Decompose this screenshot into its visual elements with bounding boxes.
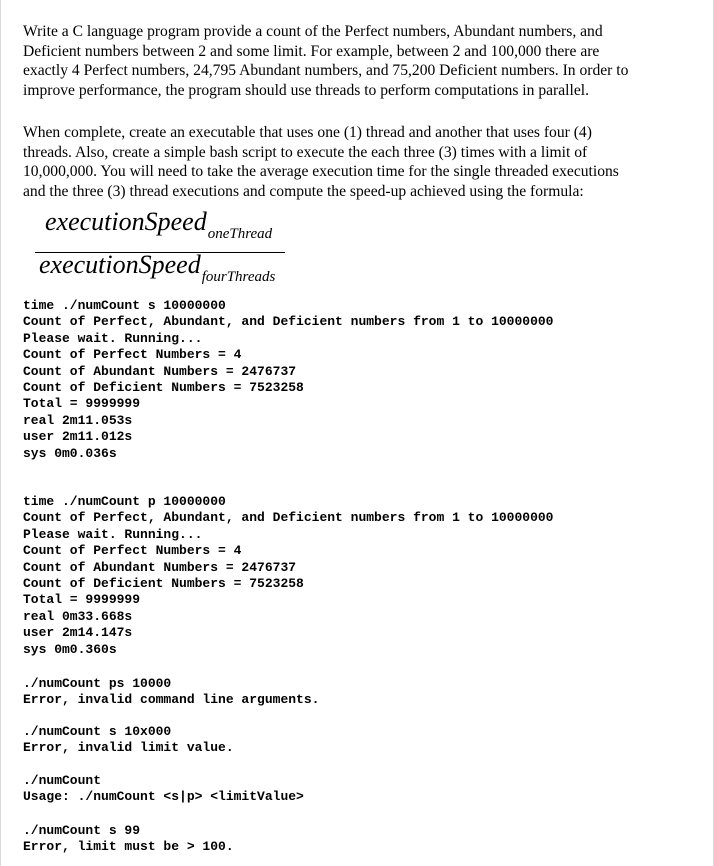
four-thread-output xyxy=(23,494,703,658)
error-example-1 xyxy=(23,676,703,709)
error-output: Error, limit must be > 100. xyxy=(23,839,234,855)
terminal-line: Count of Abundant Numbers = 2476737 xyxy=(23,559,297,575)
error-command: ./numCount xyxy=(23,773,102,788)
error-command: ./numCount s 99 xyxy=(23,823,141,838)
terminal-line: Count of Perfect Numbers = 4 xyxy=(23,347,242,363)
formula-numerator xyxy=(45,207,273,242)
terminal-line: Total = 9999999 xyxy=(23,592,141,608)
instructions-line: When complete, create an executable that uses one (1) thread and another that uses four (4) xyxy=(23,124,592,141)
intro-line: exactly 4 Perfect numbers, 24,795 Abundant numbers, and 75,200 Deficient numbers. In order to xyxy=(23,62,629,79)
error-example-2 xyxy=(23,724,703,757)
terminal-line: sys 0m0.360s xyxy=(23,641,117,657)
error-command: ./numCount ps 10000 xyxy=(23,676,172,691)
instructions-line: 10,000,000. You will need to take the average execution time for the single threaded executions xyxy=(23,163,619,180)
error-output: Error, invalid limit value. xyxy=(23,740,234,756)
error-command: ./numCount s 10x000 xyxy=(23,724,172,739)
intro-line: improve performance, the program should use threads to perform computations in parallel. xyxy=(23,81,589,99)
error-example-3 xyxy=(23,773,703,806)
terminal-line: Total = 9999999 xyxy=(23,396,141,412)
terminal-line: time ./numCount s 10000000 xyxy=(23,298,226,313)
intro-paragraph xyxy=(23,22,703,100)
formula-numerator-text: executionSpeed xyxy=(45,207,207,236)
error-output: Error, invalid command line arguments. xyxy=(23,692,320,708)
terminal-line: user 2m14.147s xyxy=(23,625,133,641)
instructions-line: threads. Also, create a simple bash script to execute the each three (3) times with a limit of xyxy=(23,143,588,161)
single-thread-output xyxy=(23,298,703,462)
terminal-line: Count of Perfect, Abundant, and Deficient numbers from 1 to 10000000 xyxy=(23,510,554,526)
terminal-line: Please wait. Running... xyxy=(23,526,203,542)
instructions-paragraph xyxy=(23,123,703,201)
terminal-line: Count of Abundant Numbers = 2476737 xyxy=(23,363,297,379)
intro-line: Deficient numbers between 2 and some limit. For example, between 2 and 100,000 there are xyxy=(23,42,600,60)
error-example-4 xyxy=(23,823,703,856)
terminal-line: Please wait. Running... xyxy=(23,330,203,346)
terminal-line: sys 0m0.036s xyxy=(23,445,117,461)
terminal-line: Count of Perfect Numbers = 4 xyxy=(23,543,242,559)
formula-denominator-text: executionSpeed xyxy=(39,250,201,279)
error-output: Usage: ./numCount <s|p> <limitValue> xyxy=(23,789,304,805)
terminal-line: time ./numCount p 10000000 xyxy=(23,494,226,509)
terminal-line: real 0m33.668s xyxy=(23,608,133,624)
terminal-line: real 2m11.053s xyxy=(23,412,133,428)
instructions-line: and the three (3) thread executions and compute the speed-up achieved using the formula: xyxy=(23,182,584,200)
formula-numerator-subscript: oneThread xyxy=(207,226,273,242)
terminal-line: Count of Deficient Numbers = 7523258 xyxy=(23,380,304,396)
formula-denominator-subscript: fourThreads xyxy=(201,269,276,285)
terminal-line: Count of Perfect, Abundant, and Deficient numbers from 1 to 10000000 xyxy=(23,314,554,330)
intro-line: Write a C language program provide a count of the Perfect numbers, Abundant numbers, and xyxy=(23,23,603,40)
terminal-line: user 2m11.012s xyxy=(23,429,133,445)
formula-denominator xyxy=(39,250,276,285)
terminal-line: Count of Deficient Numbers = 7523258 xyxy=(23,576,304,592)
